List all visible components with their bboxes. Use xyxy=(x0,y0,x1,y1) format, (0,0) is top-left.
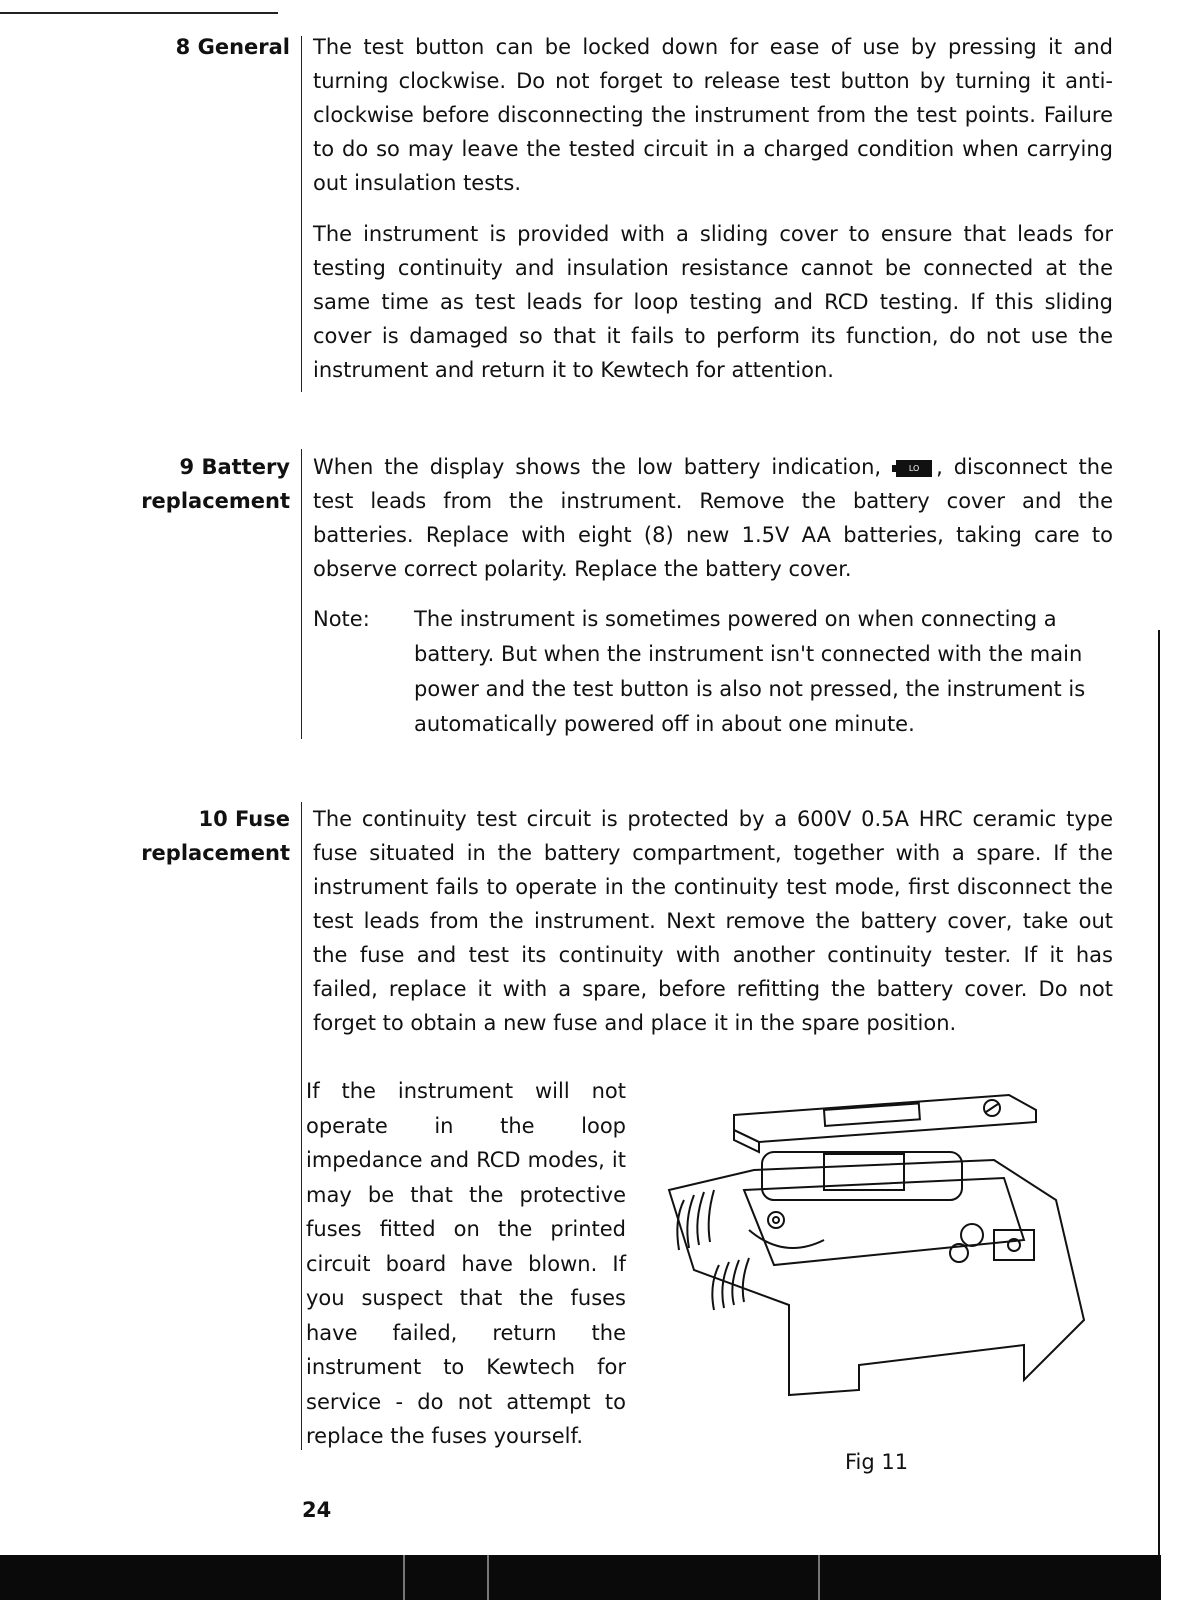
fuse-paragraph-1: The continuity test circuit is protected by a 600V 0.5A HRC ceramic type fuse situated in the battery compartment, together with a spare. If the instrument fails to operate in the continuity test mode, first disconnect the test leads from the instrument. Next remove the battery cover, take out the fuse and test its continuity with another continuity tester. If it has failed, replace it with a spare, before refitting the battery cover. Do not forget to obtain a new fuse and place it in the spare position. xyxy=(313,807,1113,1035)
battery-paragraph: When the display shows the low battery indication, LO , disconnect the test leads from the instrument. Remove the battery cover and the batteries. Replace with eight (8) new 1.5V AA batteries, taking care to observe correct polarity. Replace the battery cover. xyxy=(313,455,1113,581)
column-divider xyxy=(301,802,302,1450)
bar-gap xyxy=(487,1555,489,1600)
general-paragraph-1: The test button can be locked down for ease of use by pressing it and turning clockwise. Do not forget to release test button by turning it anti-clockwise before disconnecting the instrument from the test points. Failure to do so may leave the tested circuit in a charged condition when carrying out insulation tests. xyxy=(313,35,1113,195)
note-text: The instrument is sometimes powered on when connecting a battery. But when the instrument isn't connected with the main power and the test button is also not pressed, the instrument is automatically powered off in about one minute. xyxy=(414,607,1086,736)
bar-gap xyxy=(818,1555,820,1600)
column-divider xyxy=(301,449,302,739)
section-heading-fuse-replacement: 10 Fuse replacement xyxy=(141,807,290,865)
low-battery-icon: LO xyxy=(896,460,932,477)
bar-gap xyxy=(403,1555,405,1600)
figure-caption: Fig 11 xyxy=(845,1450,909,1474)
top-rule xyxy=(0,12,278,14)
bottom-bar xyxy=(0,1555,1161,1600)
general-paragraph-2: The instrument is provided with a sliding cover to ensure that leads for testing continuity and insulation resistance cannot be connected at the same time as test leads for loop testing and RCD testing. If this sliding cover is damaged so that it fails to perform its function, do not use the instrument and return it to Kewtech for attention. xyxy=(313,222,1113,382)
section-heading-general: 8 General xyxy=(175,35,290,59)
section-heading-battery-replacement: 9 Battery replacement xyxy=(141,455,290,513)
battery-compartment-illustration xyxy=(664,1090,1124,1420)
fuse-paragraph-2: If the instrument will not operate in the loop impedance and RCD modes, it may be that the protective fuses fitted on the printed circuit board have blown. If you suspect that the fuses have failed, return the instrument to Kewtech for service - do not attempt to replace the fuses yourself. xyxy=(306,1079,626,1448)
page-number: 24 xyxy=(302,1498,332,1522)
right-border xyxy=(1158,630,1160,1600)
column-divider xyxy=(301,36,302,392)
note-label: Note: xyxy=(313,607,370,631)
